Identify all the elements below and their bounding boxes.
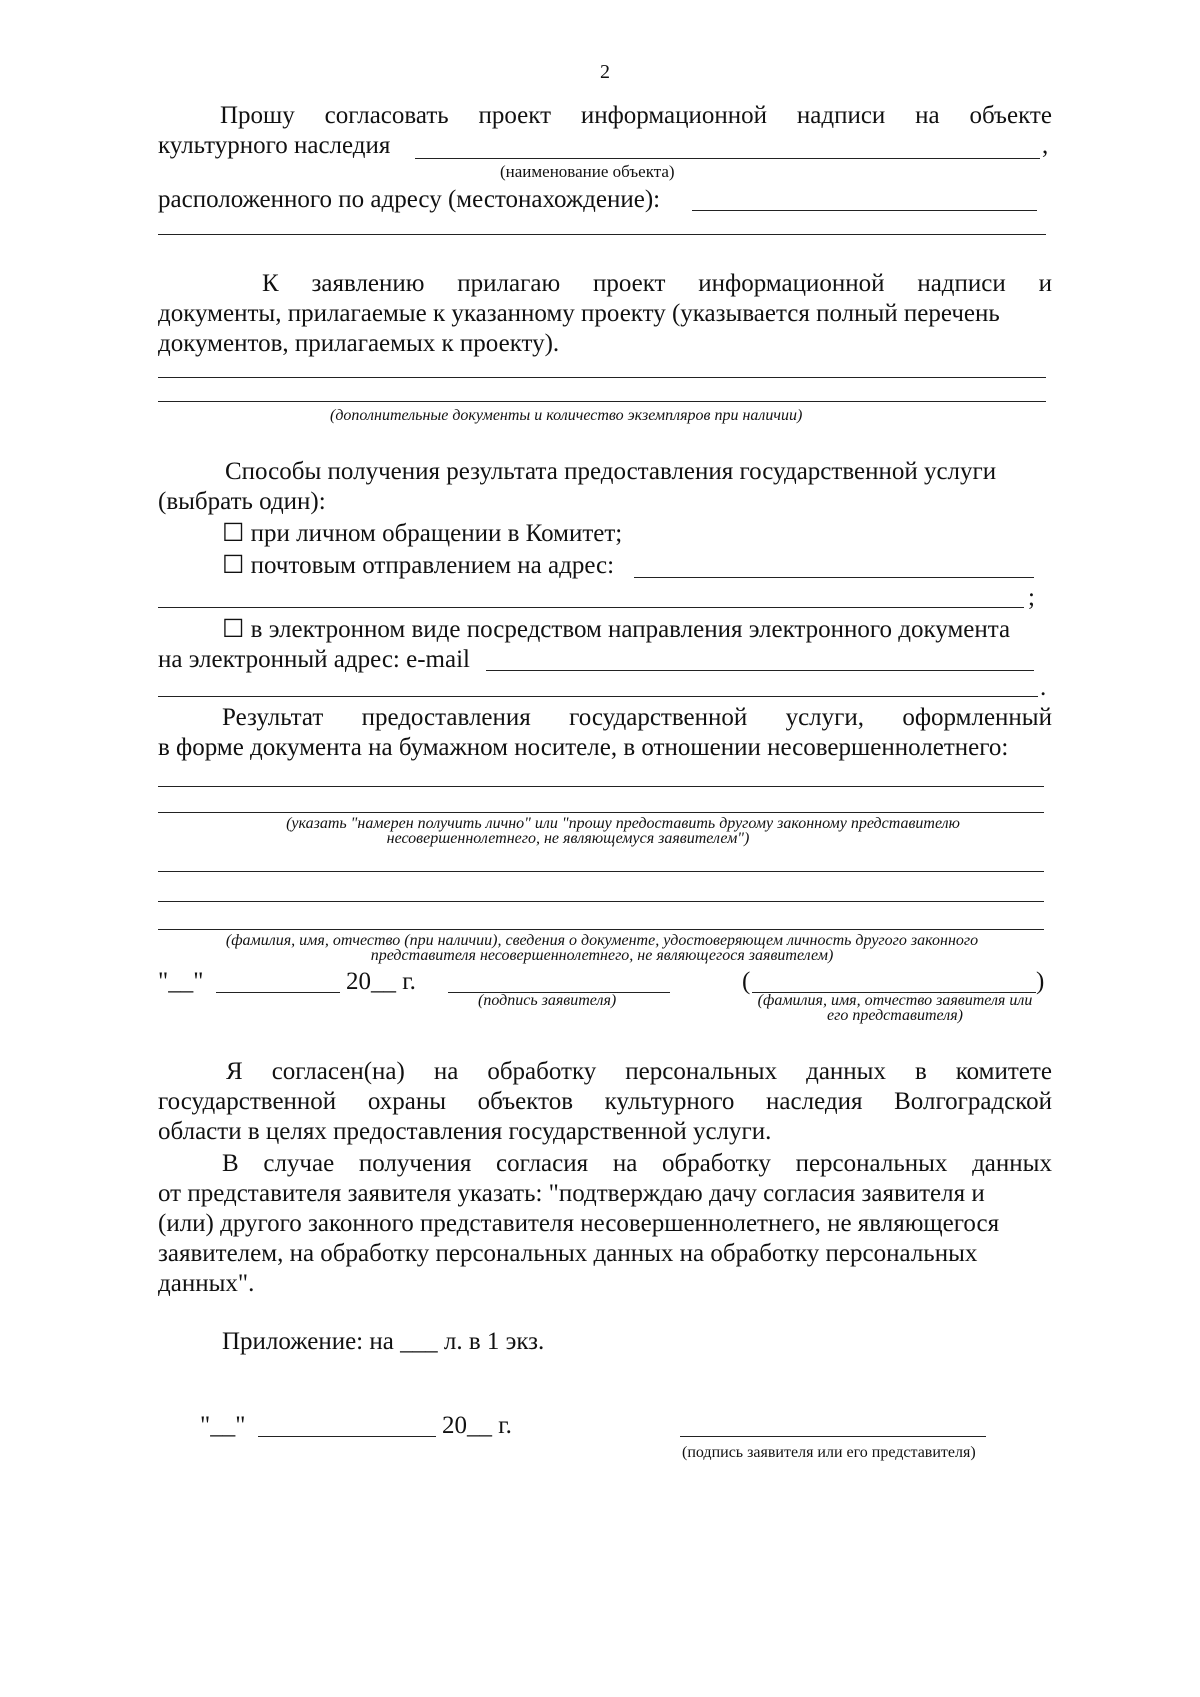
object-name-caption: (наименование объекта) [500, 162, 675, 181]
attachments-line-2: документы, прилагаемые к указанному проекту (указывается полный перечень [158, 300, 1000, 327]
request-line-1: Прошу согласовать проект информационной надписи на объекте [220, 102, 1052, 129]
signature1-year[interactable]: 20__ г. [346, 968, 416, 995]
consent-rep-line-1: В случае получения согласия на обработку персональных данных [222, 1150, 1052, 1177]
attachments-field-1[interactable] [158, 377, 1046, 378]
checkbox-email[interactable]: ☐ [222, 616, 245, 643]
result-field-2[interactable] [158, 812, 1044, 813]
methods-line-1: Способы получения результата предоставления государственной услуги [225, 458, 997, 485]
result-line-2: в форме документа на бумажном носителе, в отношении несовершеннолетнего: [158, 734, 1009, 761]
result-field-1[interactable] [158, 786, 1044, 787]
result-line-1: Результат предоставления государственной услуги, оформленный [222, 704, 1052, 731]
representative-field-2[interactable] [158, 901, 1044, 902]
signature2-date-day[interactable]: "__" [200, 1412, 246, 1439]
option-mail[interactable]: ☐ почтовым отправлением на адрес: [222, 552, 615, 579]
signature1-name-caption-line-1: (фамилия, имя, отчество заявителя или [757, 992, 1033, 1009]
signature2-caption: (подпись заявителя или его представителя) [682, 1444, 976, 1461]
consent-rep-line-3: (или) другого законного представителя несовершеннолетнего, не являющегося [158, 1210, 1000, 1237]
result-caption-1-line-2: несовершеннолетнего, не являющемуся заявителем") [386, 830, 750, 847]
comma: , [1042, 132, 1049, 159]
object-name-field[interactable] [415, 158, 1040, 159]
result-caption-2-line-2: представителя несовершеннолетнего, не являющегося заявителем) [370, 947, 834, 964]
email-field-continued[interactable] [158, 696, 1038, 697]
appendix-label: Приложение: на ___ л. в 1 экз. [222, 1328, 545, 1355]
page-number: 2 [600, 61, 610, 83]
signature1-paren-open: ( [742, 968, 751, 995]
representative-field-1[interactable] [158, 871, 1044, 872]
option-personal[interactable]: ☐ при личном обращении в Комитет; [222, 520, 623, 547]
consent-rep-line-2: от представителя заявителя указать: "подтверждаю дачу согласия заявителя и [158, 1180, 985, 1207]
mail-address-field-continued[interactable] [158, 607, 1024, 608]
signature2-signature-field[interactable] [680, 1436, 986, 1437]
checkbox-mail[interactable]: ☐ [222, 552, 245, 579]
attachments-line-3: документов, прилагаемых к проекту). [158, 330, 560, 357]
attachments-line-1: К заявлению прилагаю проект информационной надписи и [262, 270, 1052, 297]
methods-line-2: (выбрать один): [158, 488, 326, 515]
consent-line-2: государственной охраны объектов культурного наследия Волгоградской [158, 1088, 1052, 1115]
attachments-field-2[interactable] [158, 401, 1046, 402]
consent-line-3: области в целях предоставления государственной услуги. [158, 1118, 772, 1145]
signature2-date-month-field[interactable] [258, 1436, 436, 1437]
signature1-date-month-field[interactable] [216, 992, 340, 993]
option-email[interactable]: ☐ в электронном виде посредством направления электронного документа [222, 616, 1011, 643]
email-label: на электронный адрес: e-mail [158, 646, 470, 673]
consent-rep-line-4: заявителем, на обработку персональных данных на обработку персональных [158, 1240, 978, 1267]
consent-rep-line-5: данных". [158, 1270, 255, 1297]
consent-line-1: Я согласен(на) на обработку персональных данных в комитете [226, 1058, 1052, 1085]
representative-field-3[interactable] [158, 929, 1044, 930]
result-caption-1-line-1: (указать "намерен получить лично" или "прошу предоставить другому законному представителю [286, 815, 960, 832]
signature1-applicant-caption: (подпись заявителя) [478, 992, 617, 1009]
address-field-continued[interactable] [158, 234, 1046, 235]
request-line-2: культурного наследия [158, 132, 391, 159]
attachments-caption: (дополнительные документы и количество экземпляров при наличии) [330, 407, 803, 424]
checkbox-personal[interactable]: ☐ [222, 520, 245, 547]
mail-address-field[interactable] [634, 577, 1034, 578]
address-field[interactable] [692, 210, 1037, 211]
signature1-paren-close: ) [1036, 968, 1045, 995]
signature1-date-day[interactable]: "__" [158, 968, 204, 995]
signature1-name-caption-line-2: его представителя) [827, 1007, 963, 1024]
semicolon: ; [1028, 584, 1035, 611]
email-field[interactable] [486, 670, 1034, 671]
address-label: расположенного по адресу (местонахождение): [158, 186, 661, 213]
result-caption-2-line-1: (фамилия, имя, отчество (при наличии), сведения о документе, удостоверяющем личность другого законного [225, 932, 979, 949]
period: . [1040, 674, 1047, 701]
signature2-year[interactable]: 20__ г. [442, 1412, 512, 1439]
